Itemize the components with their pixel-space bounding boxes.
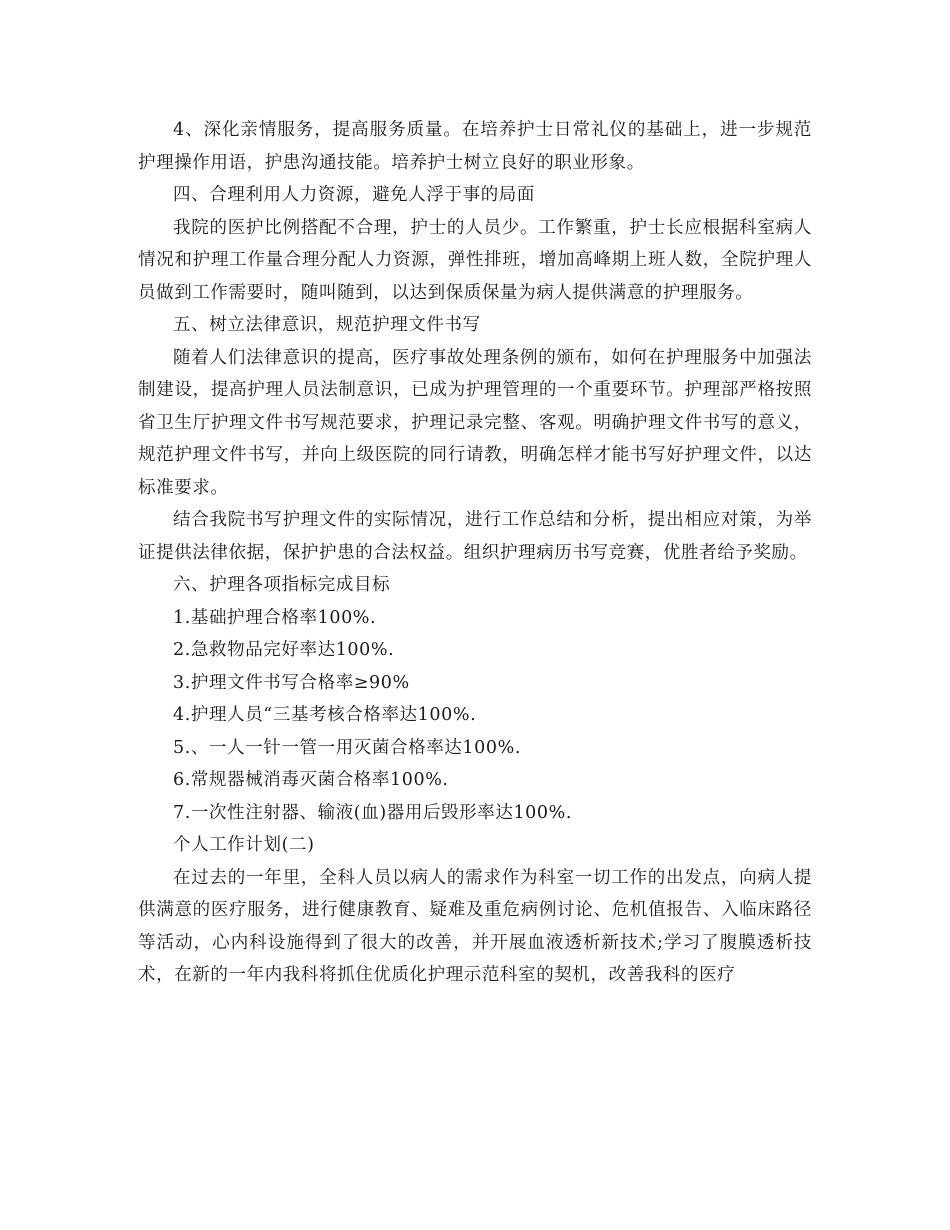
paragraph-nursing-service: 4、深化亲情服务，提高服务质量。在培养护士日常礼仪的基础上，进一步规范护理操作用语，护患沟通技能。培养护士树立良好的职业形象。 <box>138 120 812 173</box>
heading-section-5: 五、树立法律意识，规范护理文件书写 <box>173 315 481 335</box>
paragraph-legal-awareness: 随着人们法律意识的提高，医疗事故处理条例的颁布，如何在护理服务中加强法制建设，提高护理人员法制意识，已成为护理管理的一个重要环节。护理部严格按照省卫生厅护理文件书写规范要求，护理记录完整、客观。明确护理文件书写的意义，规范护理文件书写，并向上级医院的同行请教，明确怎样才能书写好护理文件，以达标准要求。 <box>138 347 812 498</box>
target-item-4: 4.护理人员“三基考核合格率达100%. <box>173 705 477 725</box>
subtitle-work-plan-2: 个人工作计划(二) <box>173 835 315 855</box>
paragraph-staffing: 我院的医护比例搭配不合理，护士的人员少。工作繁重，护士长应根据科室病人情况和护理工作量合理分配人力资源，弹性排班，增加高峰期上班人数，全院护理人员做到工作需要时，随叫随到，以达到保质保量为病人提供满意的护理服务。 <box>138 217 812 303</box>
target-item-6: 6.常规器械消毒灭菌合格率100%. <box>173 770 449 790</box>
document-page <box>138 114 812 992</box>
target-item-2: 2.急救物品完好率达100%. <box>173 640 395 660</box>
target-item-3: 3.护理文件书写合格率≥90% <box>173 672 410 693</box>
paragraph-documentation-analysis: 结合我院书写护理文件的实际情况，进行工作总结和分析，提出相应对策，为举证提供法律依据，保护护患的合法权益。组织护理病历书写竞赛，优胜者给予奖励。 <box>138 510 812 563</box>
target-item-1: 1.基础护理合格率100%. <box>173 607 377 628</box>
target-item-5: 5.、一人一针一管一用灭菌合格率达100%. <box>173 737 521 758</box>
target-item-7: 7.一次性注射器、输液(血)器用后毁形率达100%. <box>173 802 573 823</box>
paragraph-past-year-review: 在过去的一年里，全科人员以病人的需求作为科室一切工作的出发点，向病人提供满意的医疗服务，进行健康教育、疑难及重危病例讨论、危机值报告、入临床路径等活动，心内科设施得到了很大的改善，并开展血液透析新技术;学习了腹膜透析技术，在新的一年内我科将抓住优质化护理示范科室的契机，改善我科的医疗 <box>138 867 812 985</box>
heading-section-6: 六、护理各项指标完成目标 <box>173 575 391 595</box>
heading-section-4: 四、合理利用人力资源，避免人浮于事的局面 <box>173 185 535 205</box>
